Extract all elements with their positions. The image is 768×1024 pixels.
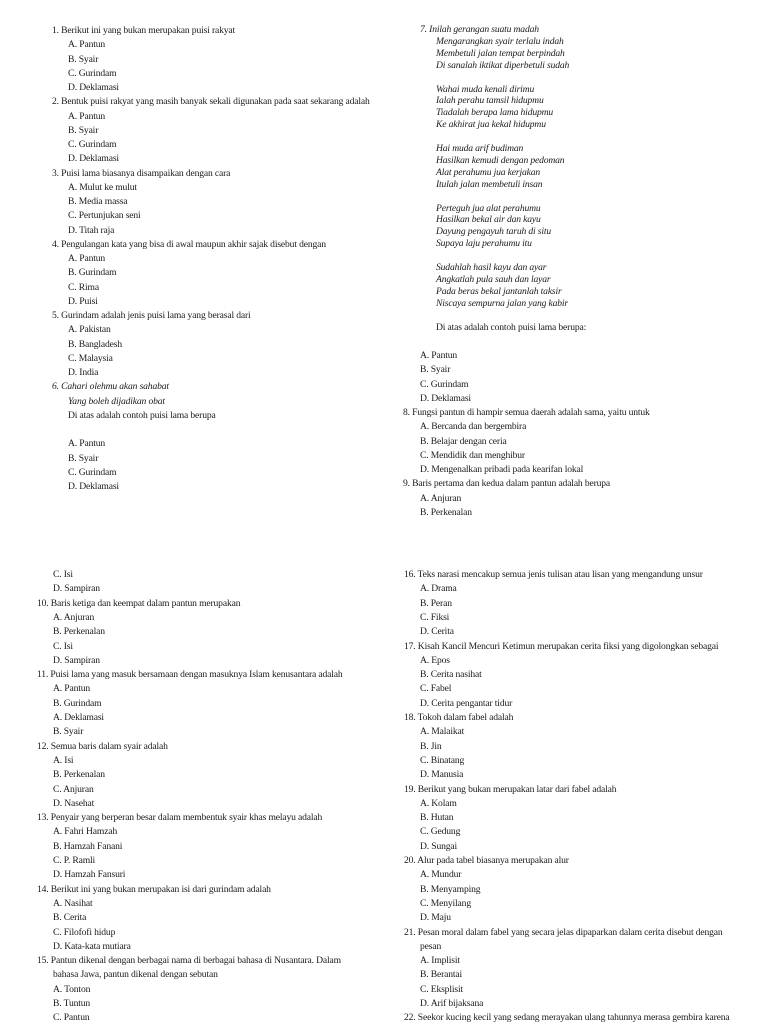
text-line: A. Pakistan <box>68 324 111 336</box>
text-line: A. Pantun <box>68 253 106 264</box>
text-line: Ialah perahu tamsil hidupmu <box>436 95 544 107</box>
text-line: C. Gedung <box>420 826 461 838</box>
text-line: B. Berantai <box>420 969 463 981</box>
text-line: C. Anjuran <box>53 783 94 795</box>
text-line: A. Nasihat <box>53 897 93 909</box>
text-line: A. Fahri Hamzah <box>53 826 118 838</box>
text-line: C. Mendidik dan menghibur <box>420 449 525 461</box>
text-line: pesan <box>420 940 442 952</box>
text-line: C. Menyilang <box>420 897 471 909</box>
text-line: D. Sampiran <box>53 654 100 666</box>
question-line: 22. Seekor kucing kecil yang sedang merayakan ulang tahunnya merasa gembira karena <box>404 1012 730 1024</box>
text-line: D. Kata-kata mutiara <box>53 940 131 952</box>
question-line: 16. Teks narasi mencakup semua jenis tulisan atau lisan yang mengandung unsur <box>404 569 703 580</box>
text-line: D. Arif bijaksana <box>420 998 484 1009</box>
question-line: 11. Puisi lama yang masuk bersamaan dengan masuknya Islam kenusantara adalah <box>37 669 343 681</box>
text-line: B. Syair <box>420 364 451 376</box>
text-line: C. Filofofi hidup <box>53 926 116 938</box>
question-line: 21. Pesan moral dalam fabel yang secara jelas dipaparkan dalam cerita disebut dengan <box>404 926 723 938</box>
text-line: C. Binatang <box>420 754 465 766</box>
text-line: D. Manusia <box>420 769 464 781</box>
question-line: 9. Baris pertama dan kedua dalam pantun adalah berupa <box>403 478 611 490</box>
question-line: 17. Kisah Kancil Mencuri Ketimun merupakan cerita fiksi yang digolongkan sebagai <box>404 640 719 652</box>
text-line: B. Syair <box>53 726 84 738</box>
question-line: 15. Pantun dikenal dengan berbagai nama di berbagai bahasa di Nusantara. Dalam <box>37 955 341 967</box>
text-line: Hasilkan bekal air dan kayu <box>436 214 541 226</box>
question-line: 12. Semua baris dalam syair adalah <box>37 740 168 752</box>
text-line: Ke akhirat jua kekal hidupmu <box>436 119 546 131</box>
text-line: Pada beras bekal jantanlah taksir <box>436 285 562 297</box>
text-line: Tiadalah berapa lama hidupmu <box>436 107 554 119</box>
text-line: D. Cerita pengantar tidur <box>420 697 513 709</box>
text-line: D. Deklamasi <box>420 392 471 404</box>
text-line: A. Implisit <box>420 955 460 967</box>
text-line: B. Bangladesh <box>68 338 123 350</box>
text-line: A. Malaikat <box>420 726 465 738</box>
question-line: 1. Berikut ini yang bukan merupakan puisi rakyat <box>52 25 236 36</box>
text-line: A. Bercanda dan bergembira <box>420 421 527 433</box>
text-line: B. Cerita <box>53 912 87 924</box>
text-line: C. Gurindam <box>420 378 469 390</box>
text-line: B. Syair <box>68 53 99 65</box>
text-line: Di atas adalah contoh puisi lama berupa: <box>436 321 587 333</box>
text-line: D. India <box>68 367 99 378</box>
text-line: Membetuli jalan tempat berpindah <box>436 47 565 59</box>
text-line: B. Perkenalan <box>53 769 105 781</box>
text-line: A. Deklamasi <box>53 712 104 723</box>
text-line: D. Sungai <box>420 840 458 852</box>
question-line: 19. Berikut yang bukan merupakan latar dari fabel adalah <box>404 783 617 795</box>
text-line: D. Deklamasi <box>68 481 119 492</box>
text-line: B. Hutan <box>420 812 454 824</box>
text-line: A. Anjuran <box>53 611 95 623</box>
text-line: D. Nasehat <box>53 797 95 809</box>
text-line: A. Mundur <box>420 869 462 881</box>
text-line: A. Drama <box>420 583 457 595</box>
text-line: Yang boleh dijadikan obat <box>68 395 165 407</box>
text-line: B. Perkenalan <box>53 626 105 638</box>
text-line: Di sanalah iktikat diperbetuli sudah <box>436 59 570 71</box>
text-line: A. Tonton <box>53 983 91 995</box>
text-line: C. Malaysia <box>68 352 113 364</box>
text-line: Angkatlah pula sauh dan layar <box>436 273 551 285</box>
text-line: A. Epos <box>420 654 450 666</box>
text-line: C. Pertunjukan seni <box>68 210 141 222</box>
text-line: A. Mulut ke mulut <box>68 181 137 193</box>
text-line: B. Cerita nasihat <box>420 669 482 681</box>
text-line: B. Gurindam <box>53 697 102 709</box>
text-line: B. Syair <box>68 452 99 464</box>
text-line: Mengarangkan syair terlalu indah <box>436 35 564 47</box>
text-line: B. Menyamping <box>420 883 481 895</box>
question-line: 20. Alur pada tabel biasanya merupakan alur <box>404 855 569 866</box>
question-line: 7. Inilah gerangan suatu madah <box>420 24 539 35</box>
text-line: B. Media massa <box>68 196 128 207</box>
text-line: B. Jin <box>420 740 442 752</box>
text-line: A. Pantun <box>420 350 458 361</box>
text-line: B. Hamzah Fanani <box>53 840 123 852</box>
text-line: C. Fiksi <box>420 611 450 623</box>
question-line: 18. Tokoh dalam fabel adalah <box>404 712 514 723</box>
text-line: C. Fabel <box>420 683 452 695</box>
text-line: A. Pantun <box>68 110 106 122</box>
text-line: C. Gurindam <box>68 139 117 150</box>
text-line: C. P. Ramli <box>53 855 96 866</box>
text-line: B. Syair <box>68 124 99 136</box>
text-line: D. Titah raja <box>68 224 115 236</box>
text-line: B. Perkenalan <box>420 506 472 518</box>
text-line: D. Puisi <box>68 295 98 307</box>
text-line: B. Peran <box>420 597 452 609</box>
text-line: Perteguh jua alat perahumu <box>436 202 541 214</box>
text-line: bahasa Jawa, pantun dikenal dengan sebutan <box>53 969 218 981</box>
text-line: A. Pantun <box>68 438 106 450</box>
text-line: D. Cerita <box>420 626 454 638</box>
question-line: 2. Bentuk puisi rakyat yang masih banyak sekali digunakan pada saat sekarang adalah <box>52 96 370 108</box>
text-line: C. Isi <box>53 640 73 652</box>
text-line: A. Isi <box>53 754 74 766</box>
text-line: Alat perahumu jua kerjakan <box>436 166 541 178</box>
text-line: D. Deklamasi <box>68 153 119 165</box>
text-line: A. Anjuran <box>420 492 462 504</box>
question-line: 8. Fungsi pantun di hampir semua daerah adalah sama, yaitu untuk <box>403 407 650 418</box>
text-line: D. Maju <box>420 912 451 924</box>
text-line: C. Gurindam <box>68 67 117 79</box>
text-line: Hasilkan kemudi dengan pedoman <box>436 154 565 166</box>
text-line: Di atas adalah contoh puisi lama berupa <box>68 409 216 421</box>
text-line: C. Gurindam <box>68 466 117 478</box>
text-line: Sudahlah hasil kayu dan ayar <box>436 262 547 273</box>
question-line: 10. Baris ketiga dan keempat dalam pantun merupakan <box>37 597 241 609</box>
text-line: A. Kolam <box>420 797 457 809</box>
text-line: Dayung pengayuh taruh di situ <box>436 226 552 238</box>
worksheet-page-2 <box>0 512 768 1024</box>
question-line: 13. Penyair yang berperan besar dalam membentuk syair khas melayu adalah <box>37 812 323 824</box>
text-line: Supaya laju perahumu itu <box>436 238 532 250</box>
text-line: Niscaya sempurna jalan yang kabir <box>436 297 569 309</box>
text-line: A. Pantun <box>68 39 106 51</box>
question-line: 6. Cahari olehmu akan sahabat <box>52 381 169 393</box>
text-line: C. Pantun <box>53 1012 90 1024</box>
text-line: D. Hamzah Fansuri <box>53 869 126 881</box>
text-line: C. Isi <box>53 569 73 580</box>
text-line: D. Mengenalkan pribadi pada kearifan lokal <box>420 464 584 475</box>
text-line: B. Belajar dengan ceria <box>420 435 507 447</box>
text-line: B. Tuntun <box>53 998 91 1009</box>
text-line: C. Rima <box>68 281 99 293</box>
question-line: 5. Gurindam adalah jenis puisi lama yang berasal dari <box>52 310 251 321</box>
text-line: Itulah jalan membetuli insan <box>436 178 543 190</box>
text-line: C. Eksplisit <box>420 983 463 995</box>
question-line: 3. Puisi lama biasanya disampaikan dengan cara <box>52 167 231 179</box>
text-line: Wahai muda kenali dirimu <box>436 83 535 95</box>
text-line: D. Sampiran <box>53 583 100 595</box>
text-line: B. Gurindam <box>68 267 117 279</box>
text-line: Hai muda arif budiman <box>436 143 524 154</box>
text-line: D. Deklamasi <box>68 82 119 93</box>
text-line: A. Pantun <box>53 683 91 695</box>
question-line: 4. Pengulangan kata yang bisa di awal maupun akhir sajak disebut dengan <box>52 238 326 250</box>
question-line: 14. Berikut ini yang bukan merupakan isi dari gurindam adalah <box>37 883 271 895</box>
